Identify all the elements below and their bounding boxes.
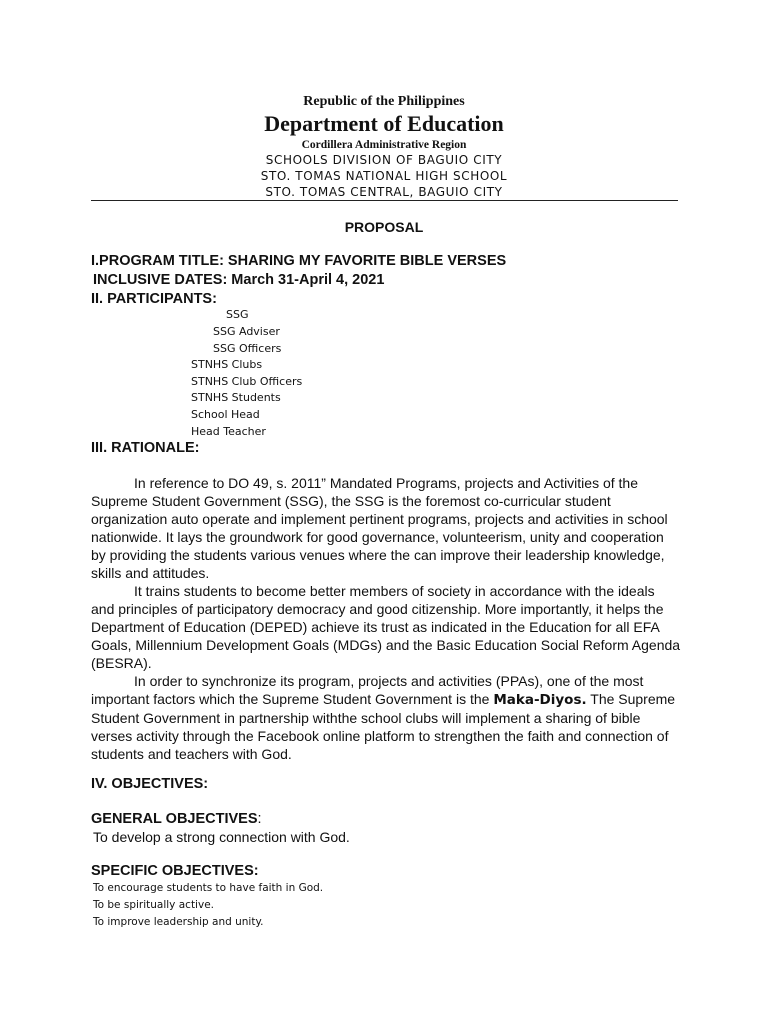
department-title: Department of Education	[264, 111, 504, 136]
general-objectives-label: GENERAL OBJECTIVES	[91, 811, 258, 827]
participant-item: SSG Officers	[213, 342, 282, 355]
paragraph-text: In order to synchronize its program, projects and activities (PPAs), one of the most important factors which the Supreme Student Government is the	[91, 673, 644, 707]
document-title: PROPOSAL	[344, 219, 424, 235]
participant-item: STNHS Club Officers	[191, 375, 303, 388]
participant-item: SSG Adviser	[213, 325, 280, 338]
specific-objective-item: To be spiritually active.	[93, 899, 214, 911]
address-label: STO. TOMAS CENTRAL, BAGUIO CITY	[265, 185, 503, 199]
school-label: STO. TOMAS NATIONAL HIGH SCHOOL	[260, 169, 508, 183]
participant-item: Head Teacher	[191, 425, 266, 438]
maka-diyos-emphasis: Maka-Diyos.	[493, 692, 587, 708]
objectives-heading: IV. OBJECTIVES:	[91, 776, 209, 792]
rationale-paragraph-1: In reference to DO 49, s. 2011” Mandated Programs, projects and Activities of the Supreme Student Government (SSG), the SSG is the foremost co-curricular student organization auto operate and implement pertinent programs, projects and activities in school nationwide. It lays the groundwork for good governance, volunteerism, unity and cooperation by providing the students various venues where the can improve their leadership knowledge, skills and attitudes.	[91, 475, 668, 581]
republic-label: Republic of the Philippines	[303, 94, 465, 109]
division-label: SCHOOLS DIVISION OF BAGUIO CITY	[265, 153, 503, 167]
general-objective-text: To develop a strong connection with God.	[93, 829, 350, 845]
specific-objective-item: To improve leadership and unity.	[93, 916, 264, 928]
specific-objectives-heading: SPECIFIC OBJECTIVES:	[91, 863, 259, 879]
paragraph-text: The Supreme Student Government in partnership withthe school clubs will implement a sharing of bible verses activity through the Facebook online platform to strengthen the faith and connection of students and teachers with God.	[91, 691, 676, 762]
participants-heading: II. PARTICIPANTS:	[91, 291, 217, 307]
specific-objective-item: To encourage students to have faith in God.	[93, 882, 324, 894]
participant-item: STNHS Clubs	[191, 358, 263, 371]
region-label: Cordillera Administrative Region	[301, 139, 467, 151]
header-divider	[91, 200, 678, 201]
rationale-paragraph-2: It trains students to become better members of society in accordance with the ideals and principles of participatory democracy and good citizenship. More importantly, it helps the Department of Education (DEPED) achieve its trust as indicated in the Education for all EFA Goals, Millennium Development Goals (MDGs) and the Basic Education Social Reform Agenda (BESRA).	[91, 583, 681, 671]
participant-item: STNHS Students	[191, 391, 281, 404]
program-title: I.PROGRAM TITLE: SHARING MY FAVORITE BIBLE VERSES	[91, 253, 507, 269]
rationale-paragraph-3	[91, 672, 681, 763]
participant-item: School Head	[191, 408, 260, 421]
rationale-heading: III. RATIONALE:	[91, 440, 200, 456]
inclusive-dates: INCLUSIVE DATES: March 31-April 4, 2021	[93, 272, 385, 288]
general-objectives-colon: :	[257, 811, 262, 827]
participant-item: SSG	[226, 308, 249, 321]
general-objectives-heading	[91, 811, 262, 827]
